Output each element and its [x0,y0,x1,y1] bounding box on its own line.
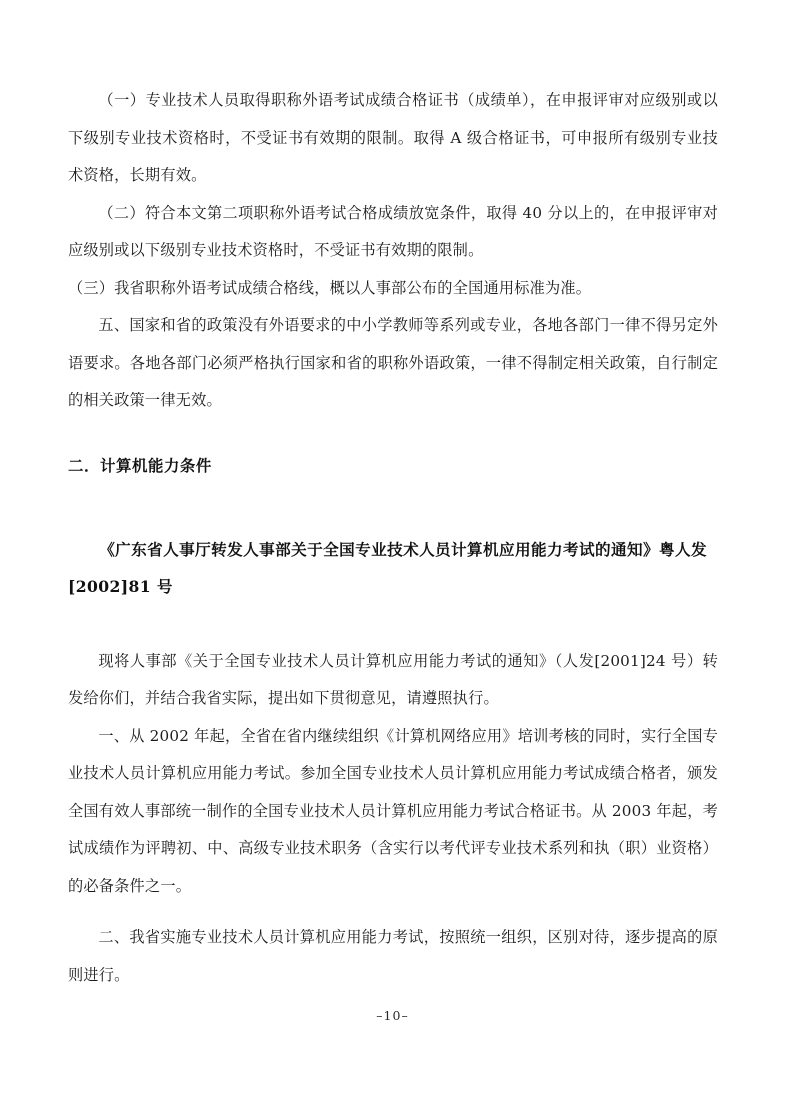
paragraph-1: （一）专业技术人员取得职称外语考试成绩合格证书（成绩单），在申报评审对应级别或以下级别专业技术资格时，不受证书有效期的限制。取得 A 级合格证书，可申报所有级别专业技术资格，长期有效。 [68,91,718,184]
page-number-footer: –10– [376,1008,409,1023]
section-heading-computer-ability: 二．计算机能力条件 [68,456,212,475]
spacer-before-section-heading [68,420,718,448]
paragraph-7: 二、我省实施专业技术人员计算机应用能力考试，按照统一组织，区别对待，逐步提高的原则进行。 [68,928,718,984]
paragraph-2: （二）符合本文第二项职称外语考试合格成绩放宽条件，取得 40 分以上的，在申报评审对应级别或以下级别专业技术资格时，不受证书有效期的限制。 [68,203,718,259]
spacer-before-notice-heading [68,485,718,531]
spacer-before-paragraph-7 [68,905,718,919]
notice-title-heading: 《广东省人事厅转发人事部关于全国专业技术人员计算机应用能力考试的通知》粤人发[2002]81 号 [68,539,707,596]
spacer-before-notice-body [68,605,718,643]
paragraph-3: （三）我省职称外语考试成绩合格线，概以人事部公布的全国通用标准为准。 [68,278,592,297]
paragraph-4: 五、国家和省的政策没有外语要求的中小学教师等系列或专业，各地各部门一律不得另定外语要求。各地各部门必须严格执行国家和省的职称外语政策，一律不得制定相关政策，自行制定的相关政策一律无效。 [68,316,718,409]
paragraph-5: 现将人事部《关于全国专业技术人员计算机应用能力考试的通知》（人发[2001]24 号）转发给你们，并结合我省实际，提出如下贯彻意见，请遵照执行。 [68,651,718,707]
paragraph-6: 一、从 2002 年起，全省在省内继续组织《计算机网络应用》培训考核的同时，实行全国专业技术人员计算机应用能力考试。参加全国专业技术人员计算机应用能力考试成绩合格者，颁发全国有效人事部统一制作的全国专业技术人员计算机应用能力考试合格证书。从 2003 年起，考试成绩作为评聘初、中、高级专业技术职务（含实行以考代评专业技术系列和执（职）业资格）的必备条件之一。 [68,726,718,895]
document-body [68,82,718,994]
